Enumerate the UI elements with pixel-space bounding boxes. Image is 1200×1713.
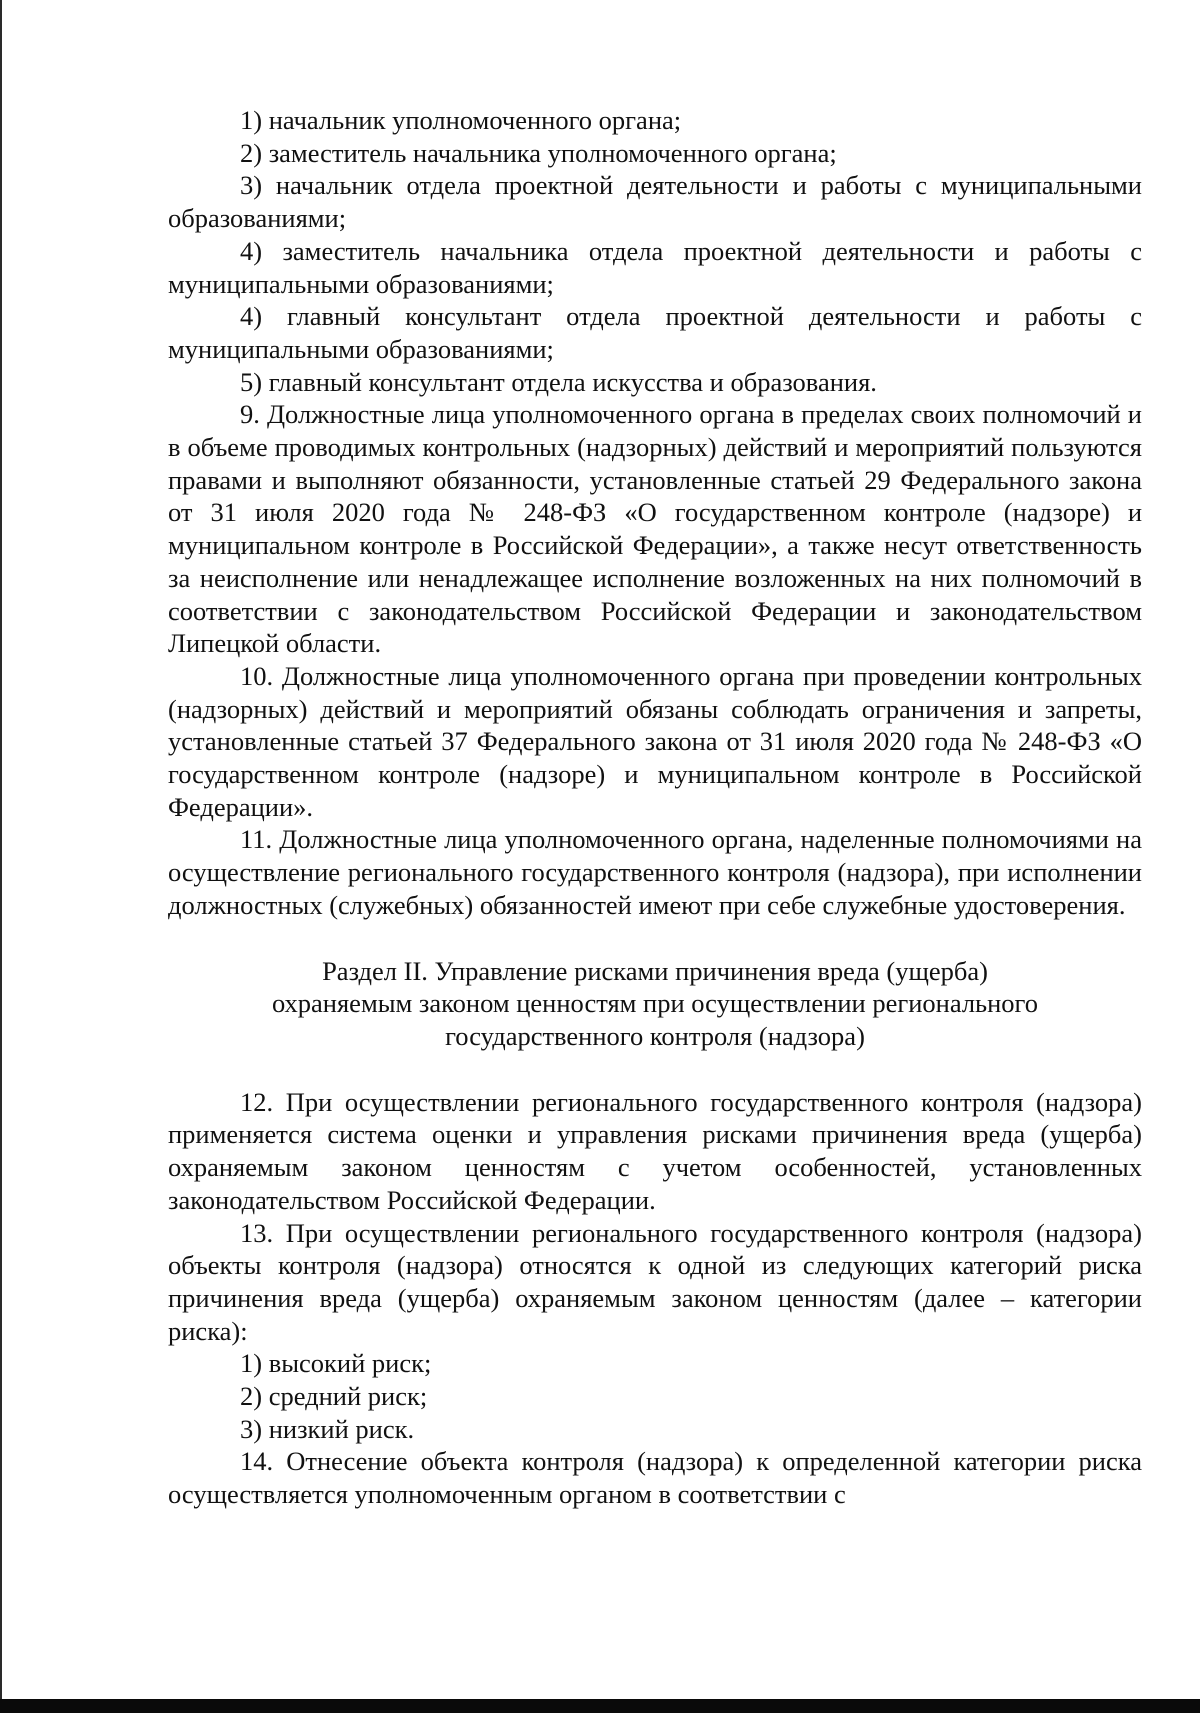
paragraph-14-risk-assignment: 14. Отнесение объекта контроля (надзора) к определенной категории риска осуществляется уполномоченным органом в соответствии с — [168, 1446, 1142, 1510]
paragraph-11-officials-certificates: 11. Должностные лица уполномоченного органа, наделенные полномочиями на осуществление регионального государственного контроля (надзора), при исполнении должностных (служебных) обязанностей имеют при себе служебные удостоверения. — [168, 824, 1142, 920]
list-item-head-of-project-department: 3) начальник отдела проектной деятельности и работы с муниципальными образованиями; — [168, 170, 1142, 234]
list-item-deputy-head-of-authority: 2) заместитель начальника уполномоченного органа; — [240, 137, 837, 168]
section-heading — [168, 955, 1142, 1053]
scan-bottom-edge — [0, 1699, 1200, 1713]
list-item-high-risk: 1) высокий риск; — [240, 1348, 432, 1379]
section-heading-line-1: Раздел II. Управление рисками причинения вреда (ущерба) — [322, 955, 988, 986]
section-heading-line-3: государственного контроля (надзора) — [445, 1020, 865, 1051]
document-body — [168, 104, 1142, 1511]
paragraph-10-officials-restrictions: 10. Должностные лица уполномоченного органа при проведении контрольных (надзорных) действий и мероприятий обязаны соблюдать ограничения и запреты, установленные статьей 37 Федерального закона от 31 июля 2020 года № 248-ФЗ «О государственном контроле (надзоре) и муниципальном контроле в Российской Федерации». — [168, 660, 1142, 822]
section-heading-line-2: охраняемым законом ценностям при осуществлении регионального — [271, 988, 1039, 1019]
list-item-low-risk: 3) низкий риск. — [240, 1413, 415, 1444]
paragraph-9-officials-rights: 9. Должностные лица уполномоченного органа в пределах своих полномочий и в объеме проводимых контрольных (надзорных) действий и мероприятий пользуются правами и выполняют обязанности, установленные статьей 29 Федерального закона от 31 июля 2020 года № 248-ФЗ «О государственном контроле (надзоре) и муниципальном контроле в Российской Федерации», а также несут ответственность за неисполнение или ненадлежащее исполнение возложенных на них полномочий в соответствии с законодательством Российской Федерации и законодательством Липецкой области. — [168, 399, 1142, 659]
list-item-chief-consultant-arts-department: 5) главный консультант отдела искусства и образования. — [240, 366, 877, 397]
paragraph-13-risk-categories: 13. При осуществлении регионального государственного контроля (надзора) объекты контроля (надзора) относятся к одной из следующих категорий риска причинения вреда (ущерба) охраняемым законом ценностям (далее – категории риска): — [168, 1217, 1142, 1346]
list-item-chief-consultant-project-department: 4) главный консультант отдела проектной деятельности и работы с муниципальными образованиями; — [168, 301, 1142, 364]
scan-left-edge — [0, 0, 2, 1713]
list-item-head-of-authority: 1) начальник уполномоченного органа; — [240, 105, 682, 135]
list-item-medium-risk: 2) средний риск; — [240, 1381, 428, 1412]
list-item-deputy-head-of-project-department: 4) заместитель начальника отдела проектной деятельности и работы с муниципальными образованиями; — [168, 235, 1142, 299]
paragraph-12-risk-system: 12. При осуществлении регионального государственного контроля (надзора) применяется система оценки и управления рисками причинения вреда (ущерба) охраняемым законом ценностям с учетом особенностей, установленных законодательством Российской Федерации. — [168, 1086, 1142, 1215]
